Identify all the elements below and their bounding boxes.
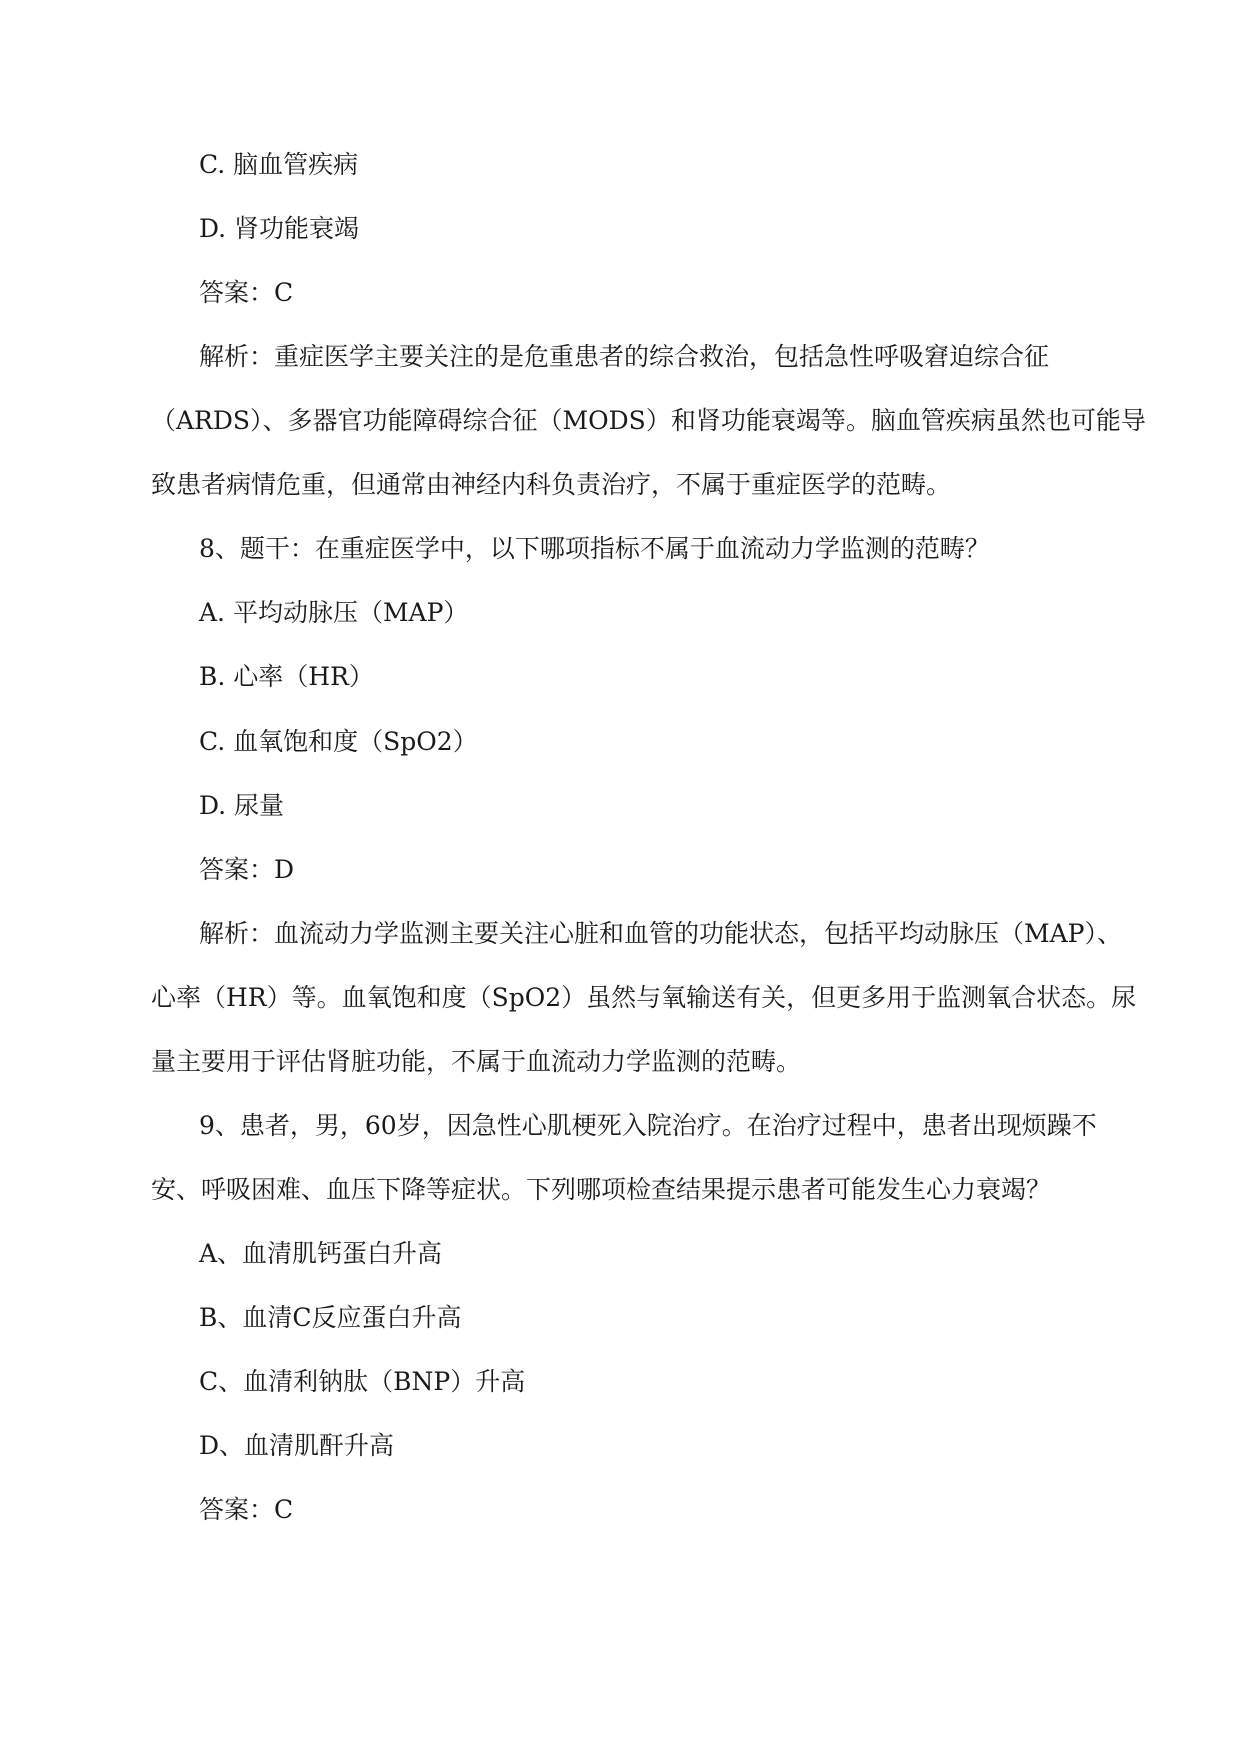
q7-option-d: D. 肾功能衰竭 <box>199 214 360 243</box>
q7-answer: 答案：C <box>199 278 294 307</box>
q8-stem: 8、题干：在重症医学中，以下哪项指标不属于血流动力学监测的范畴？ <box>199 534 990 563</box>
q9-answer: 答案：C <box>199 1495 294 1524</box>
q8-option-b: B. 心率（HR） <box>199 662 374 691</box>
q8-explanation-line-3: 量主要用于评估肾脏功能，不属于血流动力学监测的范畴。 <box>151 1047 802 1076</box>
q8-option-d: D. 尿量 <box>199 791 285 820</box>
q9-option-a: A、血清肌钙蛋白升高 <box>199 1239 443 1268</box>
q7-explanation-line-1: 解析：重症医学主要关注的是危重患者的综合救治，包括急性呼吸窘迫综合征 <box>199 342 1050 371</box>
q7-explanation-line-3: 致患者病情危重，但通常由神经内科负责治疗，不属于重症医学的范畴。 <box>151 470 952 499</box>
q9-option-d: D、血清肌酐升高 <box>199 1431 395 1460</box>
q8-option-c: C. 血氧饱和度（SpO2） <box>199 727 478 756</box>
q8-option-a: A. 平均动脉压（MAP） <box>199 598 469 627</box>
q9-stem-line-1: 9、患者，男，60岁，因急性心肌梗死入院治疗。在治疗过程中，患者出现烦躁不 <box>199 1111 1097 1140</box>
q9-option-b: B、血清C反应蛋白升高 <box>199 1303 462 1332</box>
q7-option-c: C. 脑血管疾病 <box>199 150 359 179</box>
q7-explanation-line-2: （ARDS）、多器官功能障碍综合征（MODS）和肾功能衰竭等。脑血管疾病虽然也可能导 <box>151 406 1146 435</box>
q8-answer: 答案：D <box>199 855 295 884</box>
q8-explanation-line-2: 心率（HR）等。血氧饱和度（SpO2）虽然与氧输送有关，但更多用于监测氧合状态。尿 <box>151 983 1137 1012</box>
q9-option-c: C、血清利钠肽（BNP）升高 <box>199 1367 526 1396</box>
q9-stem-line-2: 安、呼吸困难、血压下降等症状。下列哪项检查结果提示患者可能发生心力衰竭？ <box>151 1175 1052 1204</box>
q8-explanation-line-1: 解析：血流动力学监测主要关注心脏和血管的功能状态，包括平均动脉压（MAP）、 <box>199 919 1122 948</box>
